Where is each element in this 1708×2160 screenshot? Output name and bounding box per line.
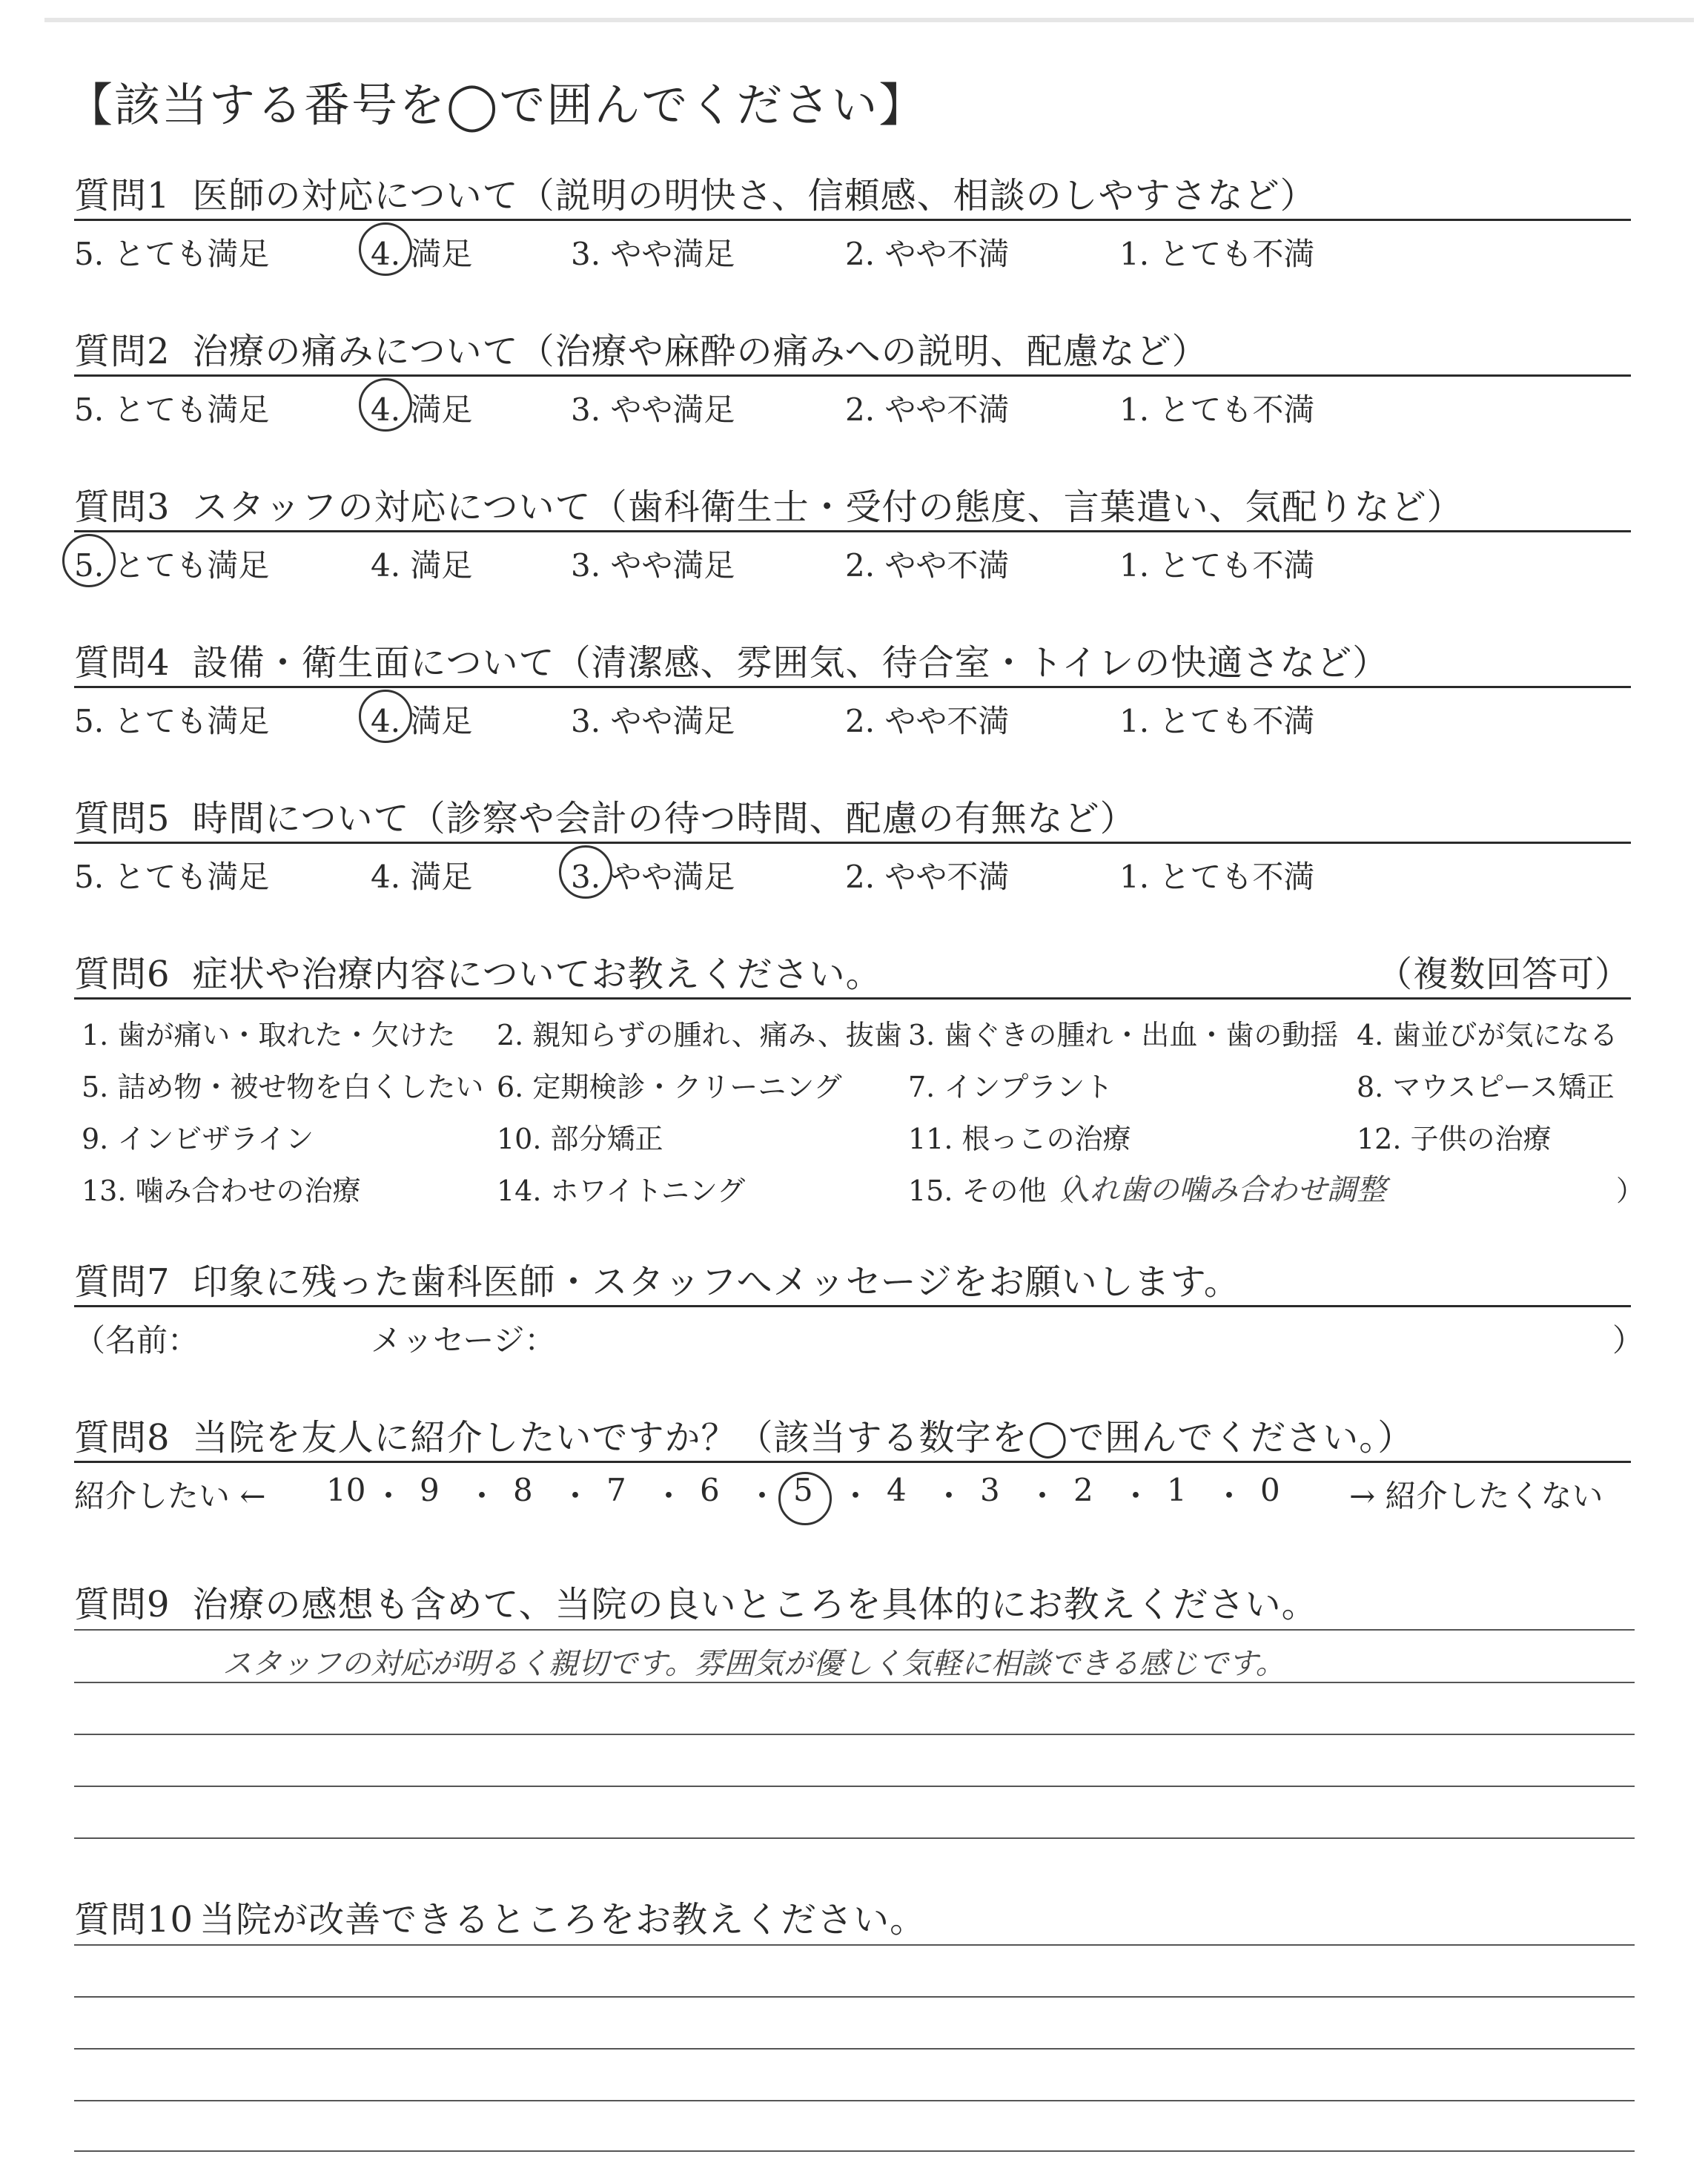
symptom-option: 9. インビザライン — [82, 1123, 314, 1155]
close-paren: ） — [1612, 1322, 1644, 1358]
symptom-option: 6. 定期検診・クリーニング — [497, 1071, 842, 1103]
question-heading: 質問6 症状や治療内容についてお教えください。 （複数回答可） — [74, 945, 1631, 997]
scale-separator: ・ — [840, 1478, 872, 1514]
question-heading: 質問4 設備・衛生面について（清潔感、雰囲気、待合室・トイレの快適さなど） — [74, 642, 1389, 684]
answer-line — [74, 2048, 1635, 2050]
rating-option[interactable]: 2. やや不満 — [845, 236, 1010, 272]
instruction-header: 【該当する番号を◯で囲んでください】 — [67, 78, 927, 132]
rating-option[interactable]: 3. やや満足 — [571, 703, 735, 739]
answer-line — [74, 1944, 1635, 1946]
scale-separator: ・ — [466, 1478, 498, 1514]
message-label: メッセージ： — [371, 1322, 556, 1358]
other-handwritten-answer: 入れ歯の噛み合わせ調整 — [1060, 1173, 1386, 1207]
scale-number[interactable]: 4 — [887, 1472, 907, 1508]
selection-circle — [359, 690, 412, 743]
rating-option[interactable]: 4. 満足 — [371, 230, 472, 274]
question-heading: 質問7 印象に残った歯科医師・スタッフへメッセージをお願いします。 — [74, 1261, 1240, 1303]
rating-option[interactable]: 1. とても不満 — [1119, 547, 1315, 584]
question-heading: 質問3 スタッフの対応について（歯科衛生士・受付の態度、言葉遣い、気配りなど） — [74, 486, 1463, 528]
scale-number[interactable]: 5 — [793, 1472, 813, 1508]
scale-separator: ・ — [1120, 1478, 1152, 1514]
question-heading: 質問2 治療の痛みについて（治療や麻酔の痛みへの説明、配慮など） — [74, 331, 1208, 372]
selection-circle — [359, 378, 412, 432]
rating-option[interactable]: 1. とても不満 — [1119, 392, 1315, 428]
rating-options — [74, 697, 1631, 739]
rule — [74, 686, 1631, 688]
scale-separator: ・ — [747, 1478, 778, 1514]
symptom-option: 14. ホワイトニング — [497, 1175, 746, 1207]
scale-separator: ・ — [373, 1478, 405, 1514]
selection-circle — [778, 1472, 832, 1525]
scale-number[interactable]: 6 — [700, 1472, 720, 1508]
message-fields — [74, 1316, 1644, 1358]
symptom-option: 1. 歯が痛い・取れた・欠けた — [82, 1019, 456, 1051]
answer-line — [74, 1682, 1635, 1683]
question-heading: 質問10 当院が改善できるところをお教えください。 — [74, 1899, 927, 1941]
not-recommend-label: → 紹介したくない — [1349, 1478, 1603, 1514]
answer-line — [74, 1786, 1635, 1787]
question-heading: 質問8 当院を友人に紹介したいですか？（該当する数字を◯で囲んでください。） — [74, 1417, 1414, 1459]
rating-option[interactable]: 4. 満足 — [371, 386, 472, 430]
rating-option[interactable]: 2. やや不満 — [845, 859, 1010, 895]
rating-options — [74, 386, 1631, 427]
rule — [74, 219, 1631, 221]
answer-line — [74, 2150, 1635, 2152]
rating-option[interactable]: 4. 満足 — [371, 547, 473, 584]
rule — [74, 997, 1631, 1000]
rating-options — [74, 541, 1631, 583]
rule — [74, 374, 1631, 377]
rating-option[interactable]: 5. とても満足 — [74, 392, 270, 428]
scale-number[interactable]: 2 — [1073, 1472, 1093, 1508]
question-heading: 質問1 医師の対応について（説明の明快さ、信頼感、相談のしやすさなど） — [74, 175, 1317, 217]
rating-option[interactable]: 2. やや不満 — [845, 547, 1010, 584]
answer-line — [74, 1837, 1635, 1839]
rating-option[interactable]: 4. 満足 — [371, 859, 473, 895]
rule — [74, 842, 1631, 844]
scale-number[interactable]: 7 — [606, 1472, 626, 1508]
recommend-label: 紹介したい ← — [74, 1478, 266, 1514]
rating-option[interactable]: 3. やや満足 — [571, 853, 735, 897]
symptom-option: 4. 歯並びが気になる — [1357, 1019, 1618, 1051]
scale-separator: ・ — [653, 1478, 685, 1514]
rating-option[interactable]: 2. やや不満 — [845, 392, 1010, 428]
symptom-option: 5. 詰め物・被せ物を白くしたい — [82, 1071, 484, 1103]
rule — [74, 1461, 1631, 1463]
rule — [74, 530, 1631, 532]
answer-line — [74, 2100, 1635, 2101]
rating-option[interactable]: 2. やや不満 — [845, 703, 1010, 739]
rating-option[interactable]: 3. やや満足 — [571, 547, 735, 584]
symptom-options — [82, 1012, 1645, 1220]
symptom-option: 10. 部分矯正 — [497, 1123, 663, 1155]
rating-options — [74, 853, 1631, 894]
scale-number[interactable]: 8 — [513, 1472, 533, 1508]
rating-option[interactable]: 5. とても満足 — [74, 541, 269, 586]
symptom-option: 3. 歯ぐきの腫れ・出血・歯の動揺 — [908, 1019, 1339, 1051]
rating-option[interactable]: 4. 満足 — [371, 697, 472, 742]
handwritten-answer: スタッフの対応が明るく親切です。雰囲気が優しく気軽に相談できる感じです。 — [222, 1647, 1285, 1681]
rating-options — [74, 230, 1631, 271]
answer-line — [74, 1996, 1635, 1998]
rating-option[interactable]: 5. とても満足 — [74, 236, 270, 272]
scale-number[interactable]: 0 — [1260, 1472, 1280, 1508]
rating-option[interactable]: 1. とても不満 — [1119, 236, 1315, 272]
rule — [74, 1305, 1631, 1307]
scale-number[interactable]: 9 — [420, 1472, 440, 1508]
answer-line — [74, 1734, 1635, 1735]
scale-separator: ・ — [560, 1478, 592, 1514]
symptom-option: 13. 噛み合わせの治療 — [82, 1175, 361, 1207]
name-label: （名前： — [74, 1322, 199, 1358]
scale-number[interactable]: 10 — [326, 1472, 366, 1508]
top-edge — [44, 18, 1694, 22]
symptom-option: 2. 親知らずの腫れ、痛み、抜歯 — [497, 1019, 902, 1051]
scale-number[interactable]: 3 — [980, 1472, 1000, 1508]
question-heading: 質問5 時間について（診察や会計の待つ時間、配慮の有無など） — [74, 798, 1136, 839]
scale-separator: ・ — [933, 1478, 965, 1514]
recommend-scale — [74, 1472, 1631, 1516]
scale-separator: ・ — [1214, 1478, 1245, 1514]
selection-circle — [359, 222, 412, 276]
symptom-option: 11. 根っこの治療 — [908, 1123, 1131, 1155]
close-paren: ） — [1616, 1175, 1645, 1207]
symptom-option: 12. 子供の治療 — [1357, 1123, 1552, 1155]
symptom-option-other: 15. その他（ — [908, 1175, 1075, 1207]
answer-line — [74, 1629, 1635, 1631]
rating-option[interactable]: 5. とても満足 — [74, 859, 270, 895]
scale-separator: ・ — [1027, 1478, 1059, 1514]
rating-option[interactable]: 1. とても不満 — [1119, 703, 1315, 739]
scale-number[interactable]: 1 — [1167, 1472, 1187, 1508]
rating-option[interactable]: 3. やや満足 — [571, 236, 735, 272]
multiple-answer-note: （複数回答可） — [1376, 954, 1631, 995]
question-heading: 質問9 治療の感想も含めて、当院の良いところを具体的にお教えください。 — [74, 1584, 1318, 1625]
rating-option[interactable]: 5. とても満足 — [74, 703, 270, 739]
symptom-option: 8. マウスピース矯正 — [1357, 1071, 1615, 1103]
rating-option[interactable]: 1. とても不満 — [1119, 859, 1315, 895]
selection-circle — [559, 845, 612, 899]
rating-option[interactable]: 3. やや満足 — [571, 392, 735, 428]
selection-circle — [62, 534, 116, 587]
symptom-option: 7. インプラント — [908, 1071, 1113, 1103]
